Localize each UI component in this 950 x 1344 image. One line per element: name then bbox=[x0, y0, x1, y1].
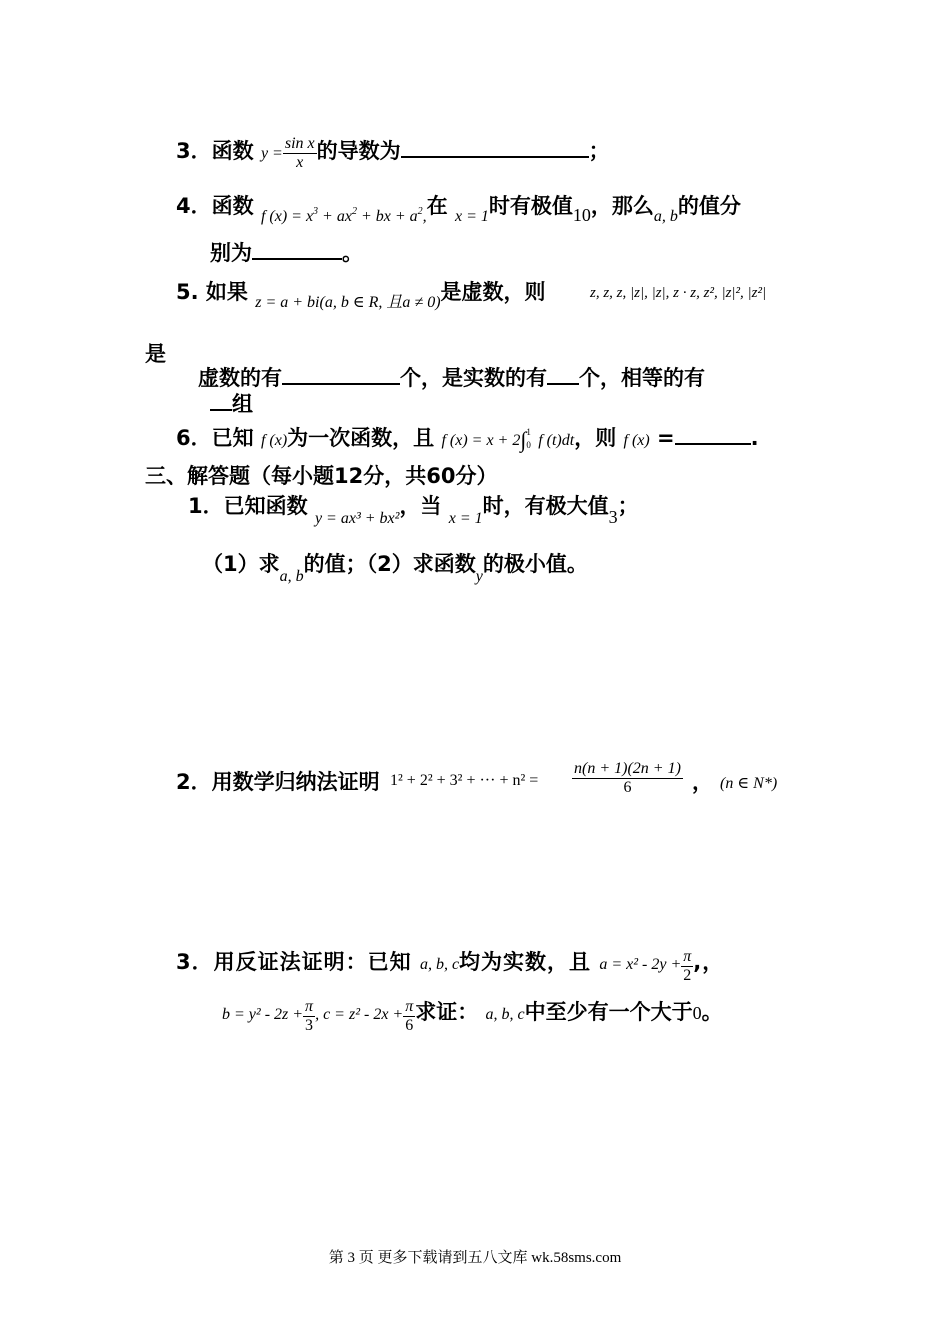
p1-condition: x = 1 bbox=[448, 510, 483, 527]
p3-prove: 求证： bbox=[415, 999, 479, 1024]
p1-prefix: 已知函数 bbox=[223, 494, 308, 518]
q3-prefix: 函数 bbox=[211, 138, 254, 163]
p2-fraction bbox=[572, 760, 683, 798]
problem-2 bbox=[176, 766, 380, 796]
q6-end: . bbox=[750, 426, 759, 450]
p1-ab: a, b bbox=[279, 568, 304, 585]
problem-3 bbox=[176, 944, 725, 985]
p1-value: 3 bbox=[608, 507, 618, 527]
q4-function-expr: f (x) = x3 + ax2 + bx + a2, bbox=[260, 206, 427, 225]
q4-then: ，那么 bbox=[590, 194, 654, 218]
q6-prefix: 已知 bbox=[211, 426, 254, 450]
p3-zero: 0 bbox=[692, 1002, 702, 1023]
q4-number: 4． bbox=[176, 194, 212, 218]
question-5 bbox=[176, 276, 546, 311]
p3-abc2: a, b, c bbox=[485, 1005, 525, 1023]
p2-frac-num: n(n + 1)(2n + 1) bbox=[572, 760, 683, 779]
q6-integrand: f (t)dt bbox=[538, 432, 575, 449]
problem-1-line-2 bbox=[202, 548, 588, 585]
q4-value: 10 bbox=[572, 205, 591, 225]
q6-eq: = bbox=[649, 426, 675, 450]
q5-l3: 组 bbox=[232, 392, 253, 416]
p2-comma: ， bbox=[692, 770, 713, 794]
p3-number: 3． bbox=[176, 949, 214, 974]
q6-expr: f (x) = x + 2 bbox=[441, 432, 521, 449]
q3-frac-num: sin x bbox=[283, 135, 317, 154]
q5-l2a: 虚数的有 bbox=[198, 366, 282, 390]
p1-expr: y = ax³ + bx² bbox=[314, 510, 400, 527]
p3-abc: a, b, c bbox=[419, 955, 460, 973]
p3-c-expr: , c = z² - 2x + bbox=[315, 1005, 404, 1023]
p1-mid: ，当 bbox=[399, 494, 442, 518]
question-6 bbox=[176, 422, 759, 452]
q5-number: 5. bbox=[176, 280, 199, 304]
q3-post: 的导数为 bbox=[316, 138, 401, 163]
q4-line2-end: 。 bbox=[342, 241, 363, 265]
p3-c-frac: $\frac{\pi}{6}$ bbox=[405, 998, 414, 1035]
p1-number: 1． bbox=[188, 494, 224, 518]
q4-ab: a, b bbox=[653, 208, 678, 225]
q3-answer-blank bbox=[401, 138, 589, 158]
p2-frac-den: 6 bbox=[623, 779, 632, 797]
q5-l2b: 个，是实数的有 bbox=[400, 366, 547, 390]
p3-a-end: ,， bbox=[693, 949, 725, 974]
p2-lhs: 1² + 2² + 3² + ··· + n² = bbox=[390, 772, 539, 789]
q4-in: 在 bbox=[426, 194, 448, 218]
question-5-line-3 bbox=[210, 388, 253, 418]
section-3-title: 三、解答题（每小题12分，共60分） bbox=[145, 464, 498, 488]
p3-a-frac: $\frac{\pi}{2}$ bbox=[683, 948, 692, 985]
p3-mid: 均为实数，且 bbox=[459, 949, 592, 974]
p3-prefix: 用反证法证明：已知 bbox=[213, 949, 412, 974]
q6-answer-blank bbox=[675, 425, 751, 445]
q4-time: 时有极值 bbox=[488, 194, 573, 218]
q5-blank-imaginary bbox=[282, 365, 400, 385]
p2-condition: (n ∈ N*) bbox=[720, 775, 778, 792]
q5-shi: 是 bbox=[145, 342, 166, 366]
q4-tail: 的值分 bbox=[677, 194, 741, 218]
p3-b-frac: $\frac{\pi}{3}$ bbox=[305, 998, 314, 1035]
p1-post: 时，有极大值 bbox=[482, 494, 609, 518]
q6-then: ，则 bbox=[574, 426, 617, 450]
q5-prefix: 如果 bbox=[205, 280, 248, 304]
q4-answer-blank bbox=[252, 240, 342, 260]
question-3 bbox=[176, 133, 610, 171]
question-5-line-2 bbox=[198, 362, 705, 392]
p1-y: y bbox=[475, 568, 483, 585]
q3-end: ； bbox=[588, 138, 610, 163]
q5-blank-equal bbox=[210, 391, 232, 411]
q6-mid: 为一次函数，且 bbox=[287, 426, 435, 450]
p3-end: 。 bbox=[701, 999, 723, 1024]
page-footer: 第 3 页 更多下载请到五八文库 wk.58sms.com bbox=[328, 1250, 622, 1266]
p3-a-expr: a = x² - 2y + bbox=[599, 955, 682, 973]
integral-icon: ∫ bbox=[520, 427, 527, 452]
question-4-line-2 bbox=[210, 237, 363, 267]
p1-l2b: 的值；（2）求函数 bbox=[303, 552, 476, 576]
problem-1 bbox=[188, 490, 639, 527]
question-4 bbox=[176, 190, 741, 225]
q5-mid: 是虚数，则 bbox=[440, 280, 546, 304]
q3-fraction bbox=[283, 135, 317, 173]
q6-number: 6． bbox=[176, 426, 212, 450]
q4-line2-text: 别为 bbox=[210, 241, 252, 265]
p1-end: ； bbox=[617, 494, 639, 518]
q6-integral-limits: 1 0 bbox=[526, 427, 531, 450]
q3-y-eq: y = bbox=[260, 144, 283, 162]
q3-frac-den: x bbox=[296, 154, 304, 172]
q5-blank-real bbox=[547, 365, 579, 385]
q4-condition: x = 1 bbox=[454, 208, 489, 225]
p1-l2c: 的极小值。 bbox=[482, 552, 588, 576]
problem-3-line-2 bbox=[222, 994, 723, 1035]
q5-expr: z = a + bi(a, b ∈ R, 且a ≠ 0) bbox=[255, 294, 441, 311]
p3-b-expr: b = y² - 2z + bbox=[222, 1005, 304, 1023]
p2-number: 2． bbox=[176, 770, 212, 794]
q5-l2c: 个，相等的有 bbox=[579, 366, 705, 390]
p2-prefix: 用数学归纳法证明 bbox=[211, 770, 380, 794]
q5-list bbox=[590, 285, 766, 302]
p3-conclusion: 中至少有一个大于 bbox=[524, 999, 693, 1024]
p1-l2a: （1）求 bbox=[202, 552, 280, 576]
q5-list-text: z, z, z, |z|, |z|, z · z, z², |z|², |z²| bbox=[590, 285, 767, 301]
q3-number: 3． bbox=[176, 138, 212, 163]
q6-fx2: f (x) bbox=[623, 432, 650, 449]
q4-prefix: 函数 bbox=[211, 194, 254, 218]
q6-fx: f (x) bbox=[260, 432, 288, 449]
